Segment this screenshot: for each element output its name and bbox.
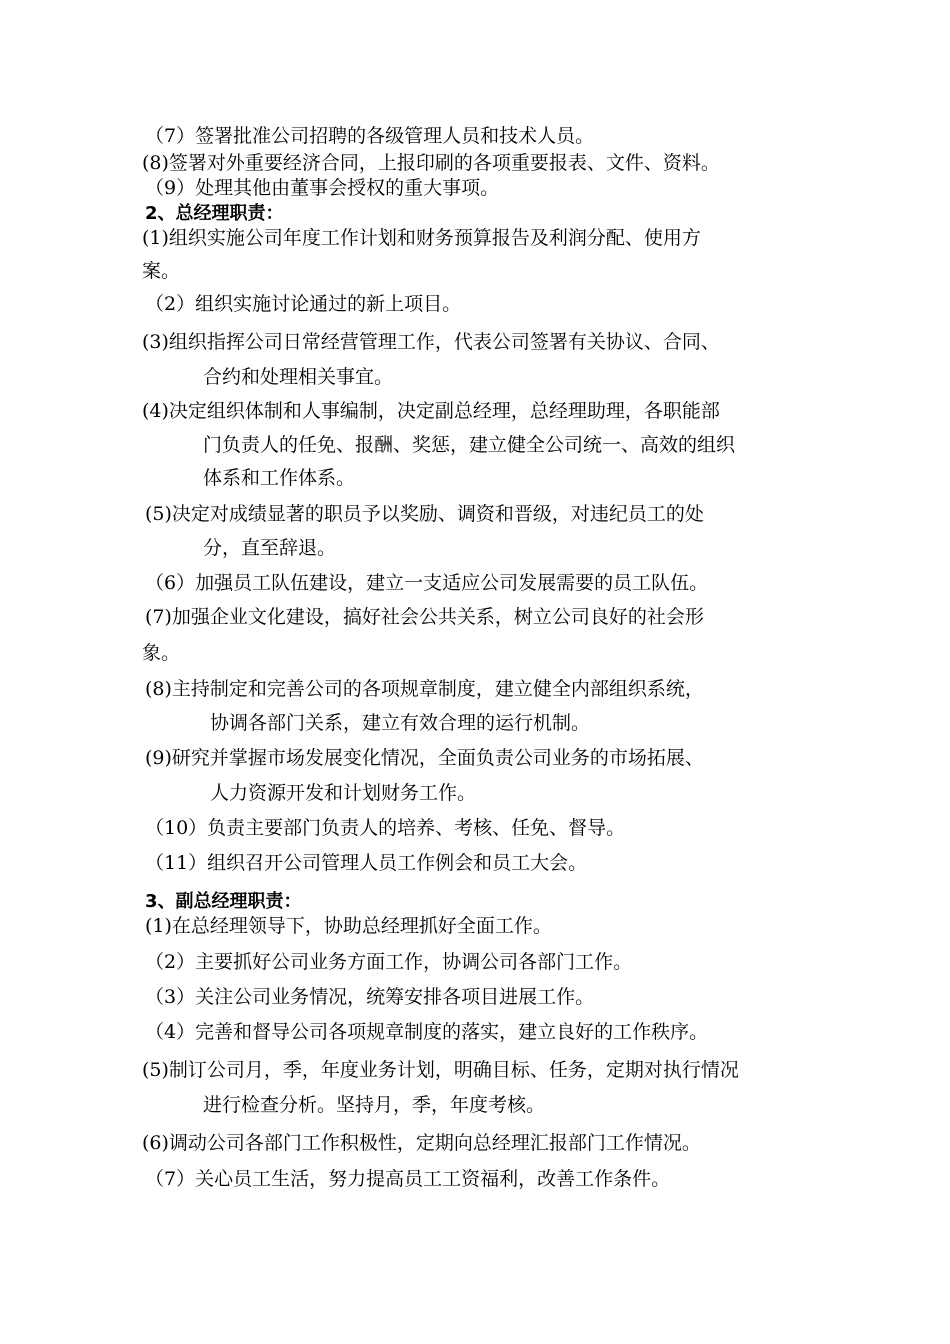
duty-line: (4)决定组织体制和人事编制，决定副总经理，总经理助理，各职能部: [142, 400, 720, 422]
duty-line: 进行检查分析。坚持月，季，年度考核。: [203, 1094, 546, 1116]
duty-line: 人力资源开发和计划财务工作。: [210, 782, 477, 804]
duty-line: （10）负责主要部门负责人的培养、考核、任免、督导。: [145, 817, 626, 839]
duty-line: （7）签署批准公司招聘的各级管理人员和技术人员。: [145, 125, 595, 147]
section-heading: 2、总经理职责：: [145, 203, 284, 224]
duty-line: (9)研究并掌握市场发展变化情况，全面负责公司业务的市场拓展、: [145, 747, 704, 769]
duty-line: (1)在总经理领导下，协助总经理抓好全面工作。: [145, 915, 552, 937]
duty-line: （7）关心员工生活，努力提高员工工资福利，改善工作条件。: [145, 1168, 671, 1190]
duty-line: 体系和工作体系。: [203, 467, 356, 489]
duty-line: 象。: [142, 642, 181, 664]
duty-line: （9）处理其他由董事会授权的重大事项。: [145, 177, 500, 199]
duty-line: （3）关注公司业务情况，统筹安排各项目进展工作。: [145, 986, 595, 1008]
duty-line: 分，直至辞退。: [203, 537, 337, 559]
section-heading: 3、副总经理职责：: [145, 891, 302, 912]
duty-line: 协调各部门关系，建立有效合理的运行机制。: [210, 712, 591, 734]
duty-line: （6）加强员工队伍建设，建立一支适应公司发展需要的员工队伍。: [145, 572, 709, 594]
duty-line: （2）组织实施讨论通过的新上项目。: [145, 293, 462, 315]
duty-line: 门负责人的任免、报酬、奖惩，建立健全公司统一、高效的组织: [203, 434, 736, 456]
duty-line: (1)组织实施公司年度工作计划和财务预算报告及利润分配、使用方: [142, 227, 701, 249]
duty-line: (6)调动公司各部门工作积极性，定期向总经理汇报部门工作情况。: [142, 1132, 701, 1154]
duty-line: (3)组织指挥公司日常经营管理工作，代表公司签署有关协议、合同、: [142, 331, 720, 353]
duty-line: 合约和处理相关事宜。: [203, 366, 394, 388]
duty-line: (5)决定对成绩显著的职员予以奖励、调资和晋级，对违纪员工的处: [145, 503, 704, 525]
duty-line: （4）完善和督导公司各项规章制度的落实，建立良好的工作秩序。: [145, 1021, 709, 1043]
duty-line: (5)制订公司月，季，年度业务计划，明确目标、任务，定期对执行情况: [142, 1059, 739, 1081]
duty-line: (8)签署对外重要经济合同，上报印刷的各项重要报表、文件、资料。: [142, 152, 720, 174]
duty-line: （2）主要抓好公司业务方面工作，协调公司各部门工作。: [145, 951, 633, 973]
duty-line: （11）组织召开公司管理人员工作例会和员工大会。: [145, 852, 588, 874]
duty-line: 案。: [142, 260, 181, 282]
duty-line: (8)主持制定和完善公司的各项规章制度，建立健全内部组织系统，: [145, 678, 704, 700]
duty-line: (7)加强企业文化建设，搞好社会公共关系，树立公司良好的社会形: [145, 606, 704, 628]
